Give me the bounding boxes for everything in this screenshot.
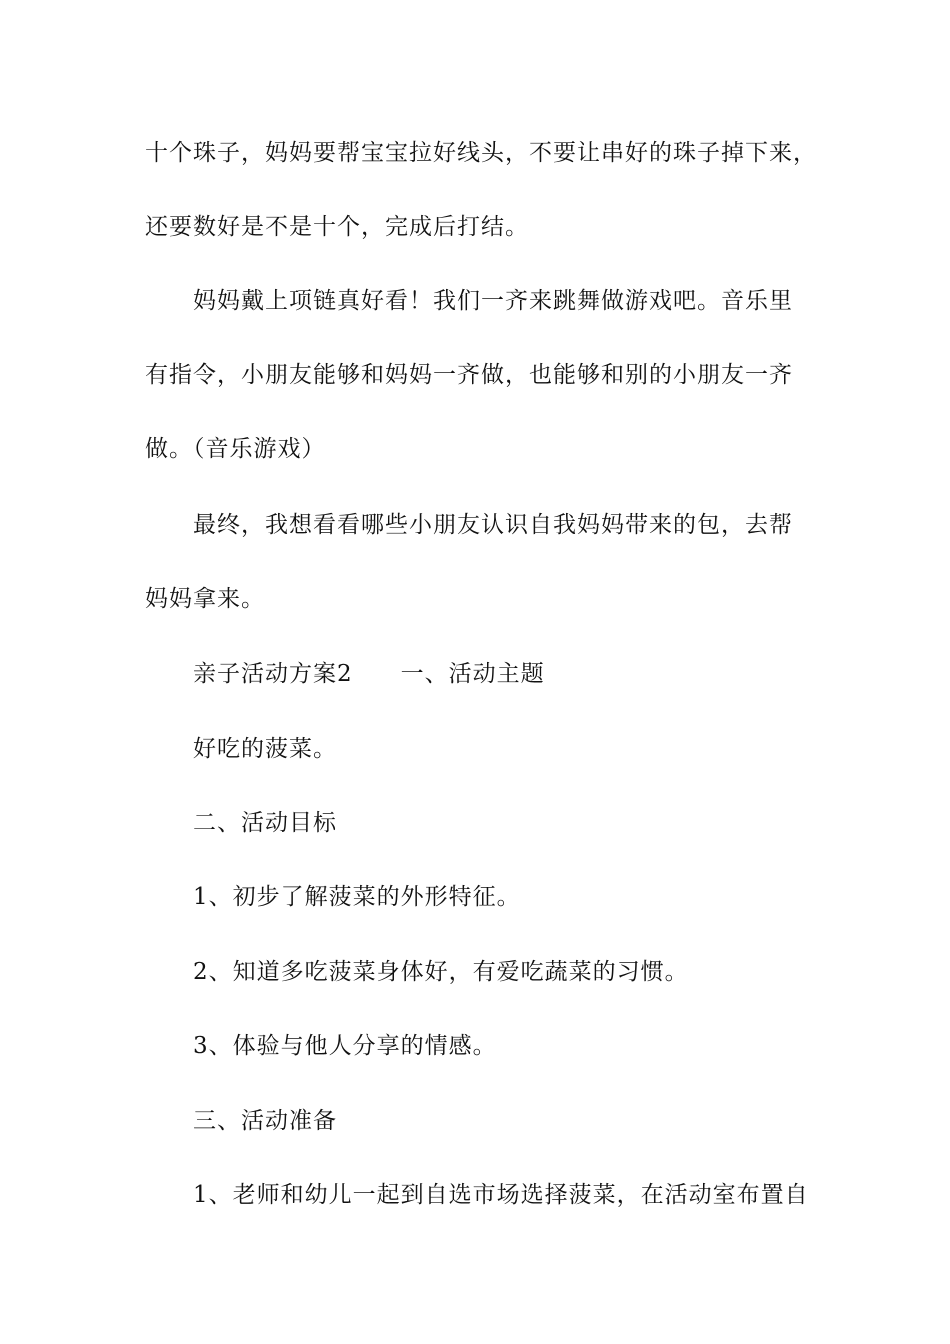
text-line: 十个珠子，妈妈要帮宝宝拉好线头，不要让串好的珠子掉下来，	[145, 140, 817, 166]
text-line: 好吃的菠菜。	[193, 736, 337, 762]
text-line: 妈妈拿来。	[145, 586, 265, 612]
section-heading: 三、活动准备	[193, 1108, 337, 1134]
list-item: 1、初步了解菠菜的外形特征。	[193, 884, 521, 910]
text-line: 最终，我想看看哪些小朋友认识自我妈妈带来的包，去帮	[193, 512, 793, 538]
list-item: 1、老师和幼儿一起到自选市场选择菠菜，在活动室布置自	[193, 1182, 809, 1208]
list-item: 3、体验与他人分享的情感。	[193, 1033, 497, 1059]
text-line: 有指令，小朋友能够和妈妈一齐做，也能够和别的小朋友一齐	[145, 362, 793, 388]
text-line: 做。（音乐游戏）	[145, 436, 326, 462]
section-heading: 亲子活动方案2 一、活动主题	[193, 661, 545, 687]
text-line: 还要数好是不是十个，完成后打结。	[145, 214, 529, 240]
section-heading: 二、活动目标	[193, 810, 337, 836]
text-line: 妈妈戴上项链真好看！我们一齐来跳舞做游戏吧。音乐里	[193, 288, 793, 314]
list-item: 2、知道多吃菠菜身体好，有爱吃蔬菜的习惯。	[193, 959, 689, 985]
